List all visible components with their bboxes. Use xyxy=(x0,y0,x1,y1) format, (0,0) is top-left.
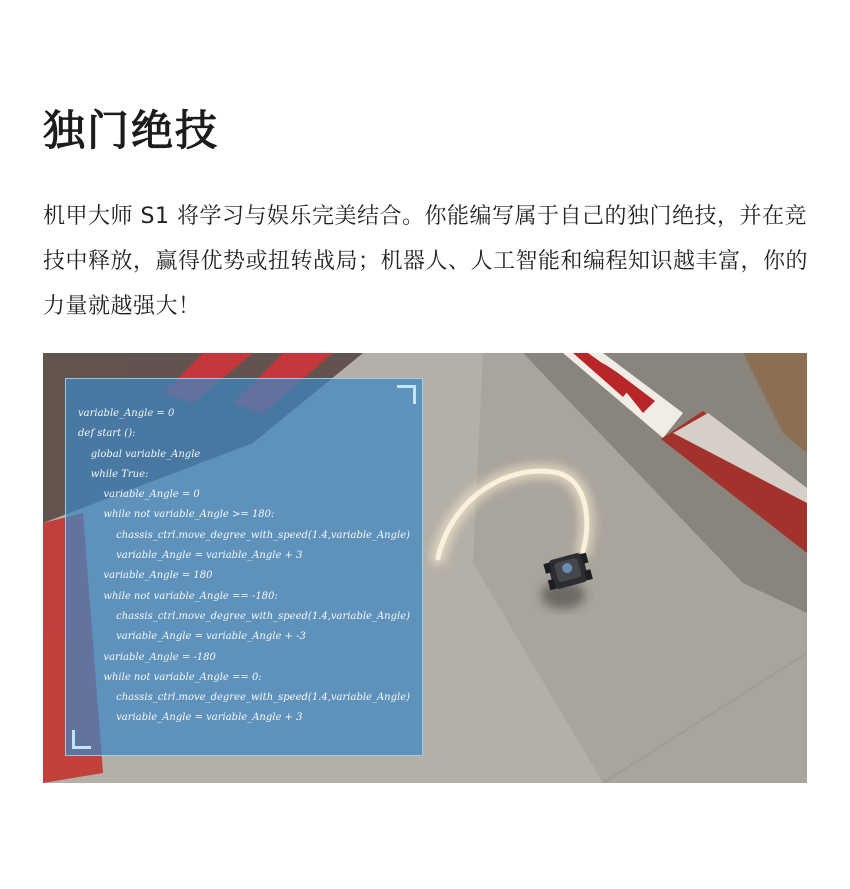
code-line: variable_Angle = variable_Angle + -3 xyxy=(78,631,306,643)
code-panel xyxy=(65,378,423,756)
code-line: while not variable_Angle == 0: xyxy=(78,671,262,683)
code-line: chassis_ctrl.move_degree_with_speed(1.4,variable_Angle) xyxy=(78,692,411,704)
corner-bracket-icon xyxy=(397,385,416,404)
code-line: chassis_ctrl.move_degree_with_speed(1.4,variable_Angle) xyxy=(78,529,411,541)
code-line: def start (): xyxy=(78,428,136,440)
promo-image xyxy=(43,353,807,783)
code-line: variable_Angle = 0 xyxy=(78,408,175,419)
code-line: chassis_ctrl.move_degree_with_speed(1.4,variable_Angle) xyxy=(78,610,411,622)
code-line: variable_Angle = 180 xyxy=(78,570,213,582)
code-line: variable_Angle = -180 xyxy=(78,651,216,663)
section-title: 独门绝技 xyxy=(43,106,220,155)
code-block xyxy=(78,404,410,729)
code-line: variable_Angle = variable_Angle + 3 xyxy=(78,550,303,562)
code-line: while not variable_Angle >= 180: xyxy=(78,509,275,521)
section-description: 机甲大师 S1 将学习与娱乐完美结合。你能编写属于自己的独门绝技，并在竞技中释放，赢得优势或扭转战局；机器人、人工智能和编程知识越丰富，你的力量就越强大！ xyxy=(43,204,809,319)
code-line: variable_Angle = 0 xyxy=(78,489,200,501)
code-line: while not variable_Angle == -180: xyxy=(78,590,278,602)
code-line: while True: xyxy=(78,468,149,480)
code-line: variable_Angle = variable_Angle + 3 xyxy=(78,712,303,724)
corner-bracket-icon xyxy=(72,730,91,749)
code-line: global variable_Angle xyxy=(78,448,201,460)
